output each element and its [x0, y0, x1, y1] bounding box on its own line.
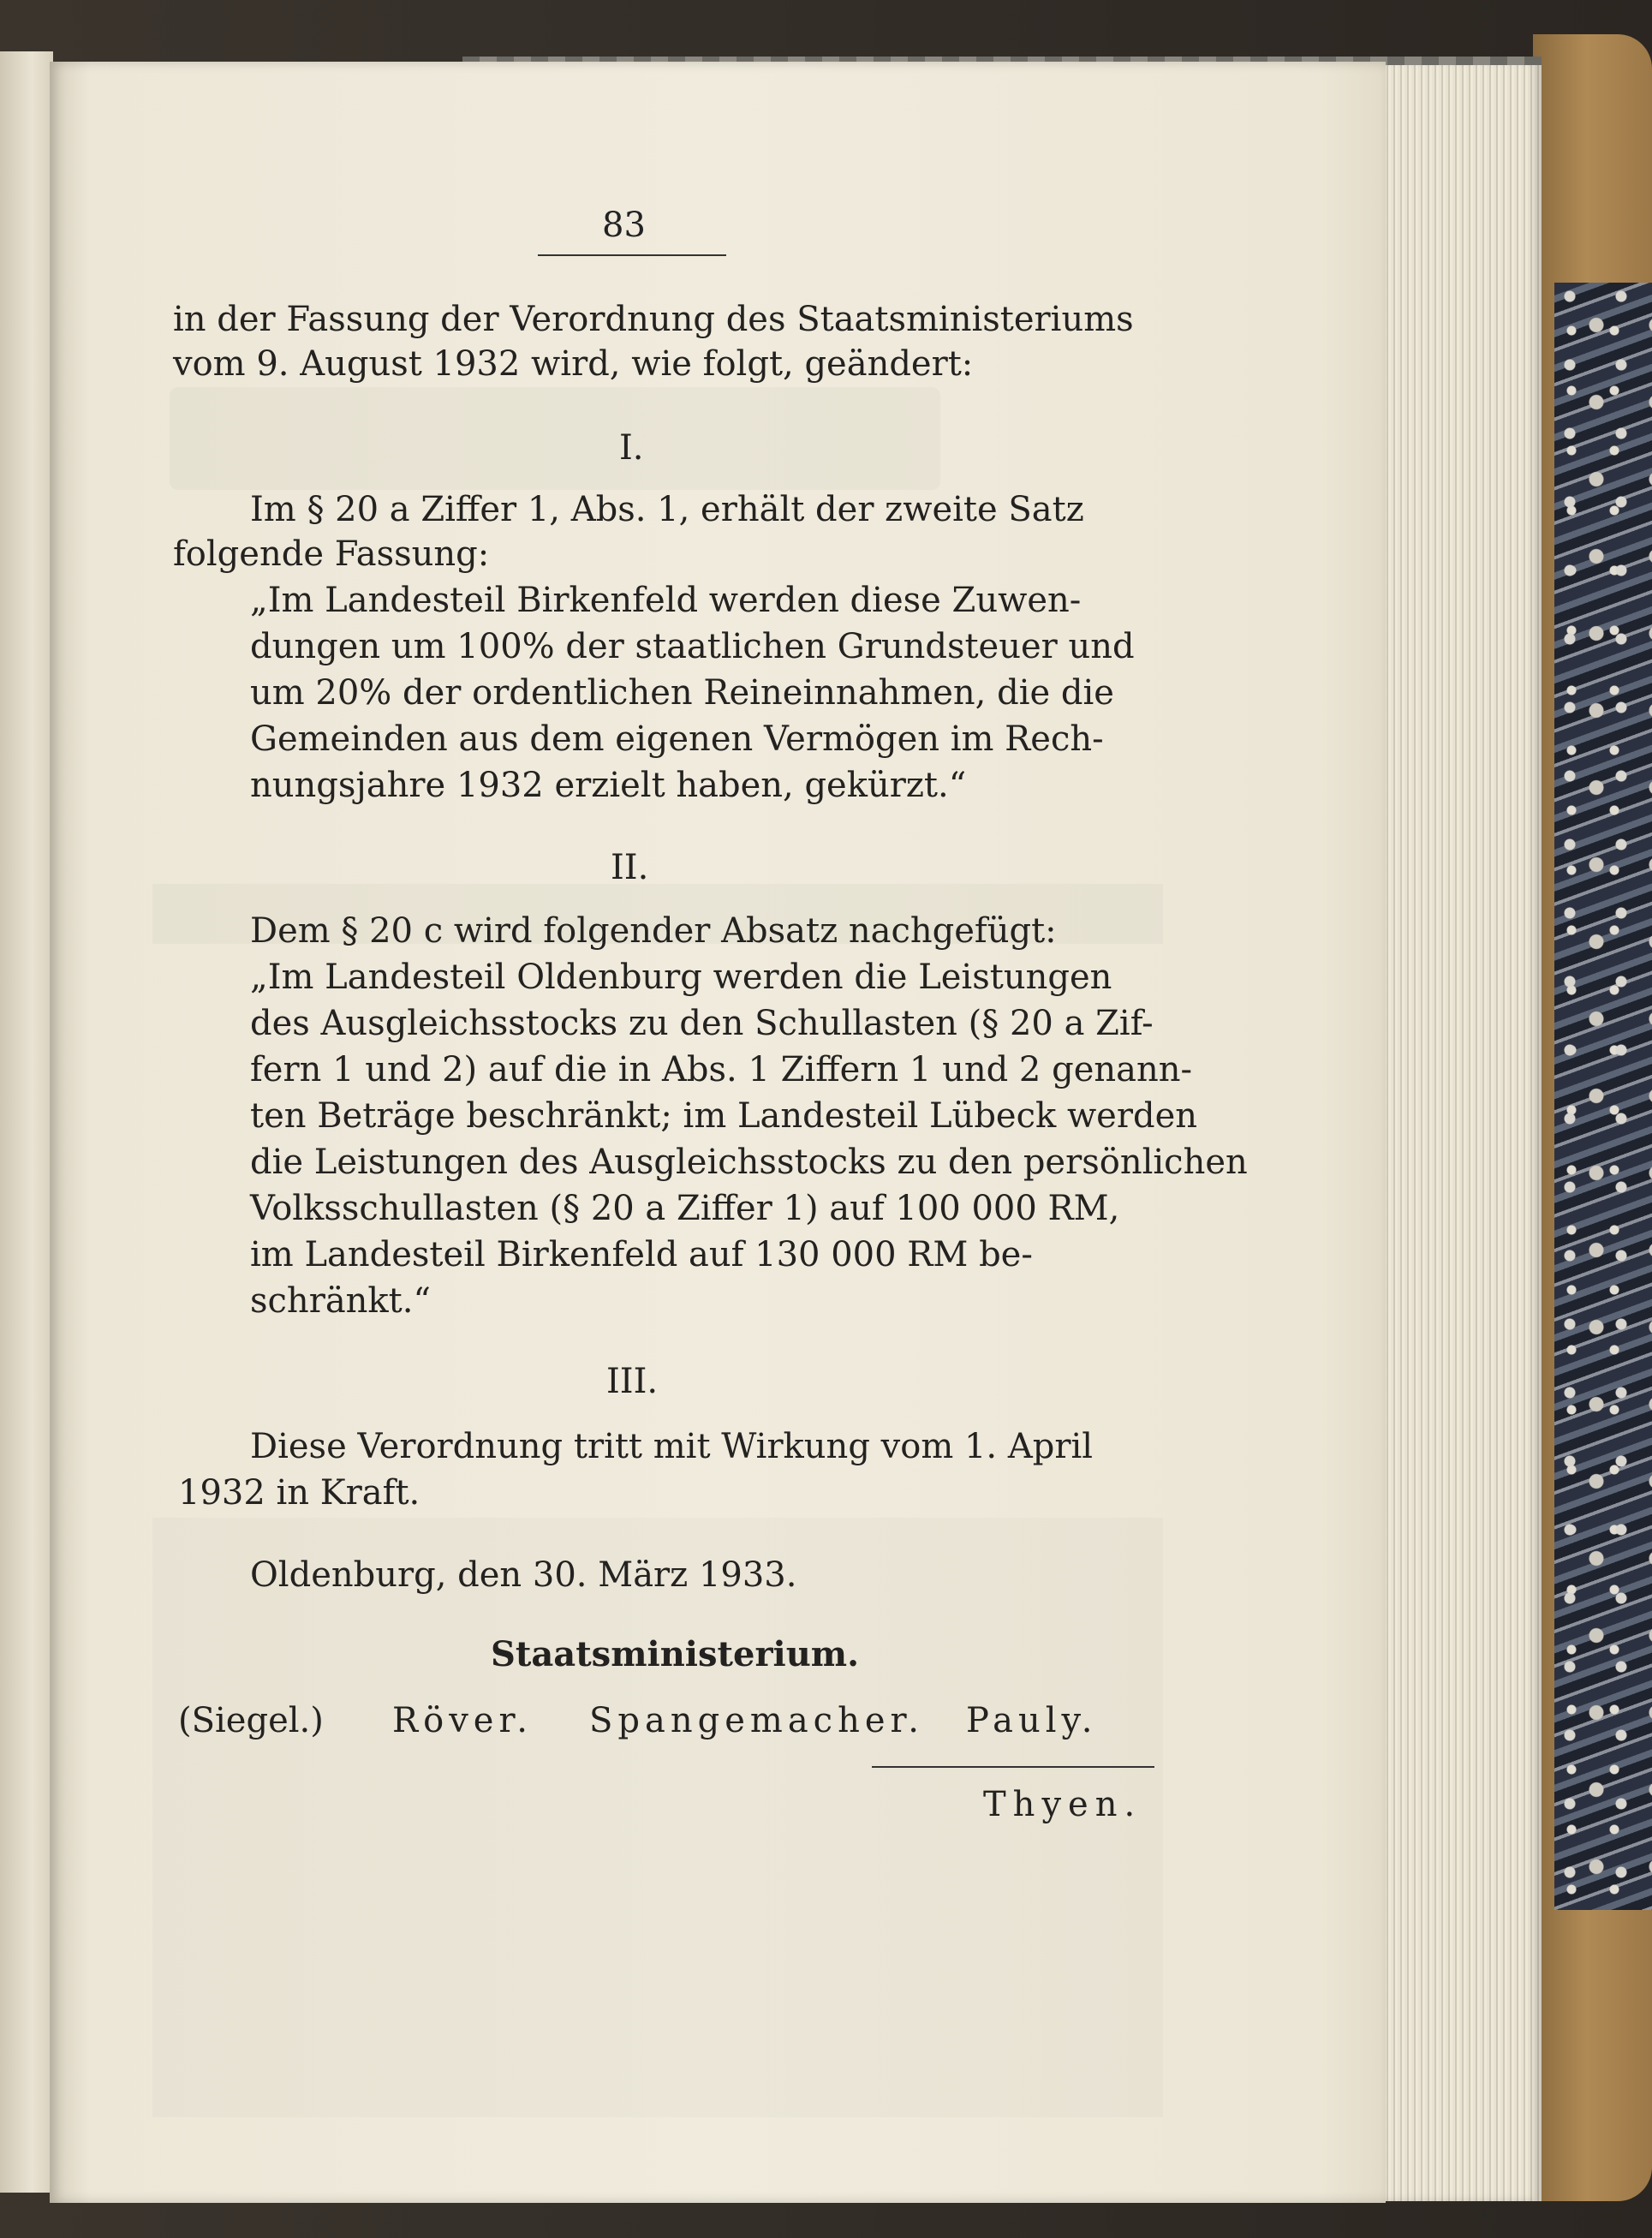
- signature-rule: [872, 1766, 1154, 1768]
- signatory-1: Röver.: [392, 1701, 533, 1740]
- section2-line-1: Dem § 20 c wird folgender Absatz nachgefügt:: [250, 911, 1057, 951]
- section2-line-4: fern 1 und 2) auf die in Abs. 1 Ziffern 1 und 2 genann-: [250, 1050, 1193, 1089]
- signatory-2: Spangemacher.: [589, 1701, 924, 1740]
- section1-line-4: dungen um 100% der staatlichen Grundsteuer und: [250, 627, 1135, 666]
- intro-line-2: vom 9. August 1932 wird, wie folgt, geändert:: [173, 344, 974, 384]
- section2-line-6: die Leistungen des Ausgleichsstocks zu den persönlichen: [250, 1143, 1248, 1182]
- intro-line-1: in der Fassung der Verordnung des Staatsministeriums: [173, 300, 1134, 339]
- authority-heading: Staatsministerium.: [491, 1634, 860, 1674]
- marbled-cover: [1554, 283, 1652, 1910]
- section2-line-5: ten Beträge beschränkt; im Landesteil Lübeck werden: [250, 1096, 1198, 1136]
- section-heading-3: III.: [606, 1362, 659, 1401]
- last-signatory: Thyen.: [983, 1785, 1142, 1824]
- section2-line-2: „Im Landesteil Oldenburg werden die Leistungen: [250, 958, 1112, 997]
- page-number: 83: [602, 206, 646, 245]
- section1-line-6: Gemeinden aus dem eigenen Vermögen im Rech-: [250, 719, 1104, 759]
- left-page-edge: [0, 51, 53, 2193]
- section-heading-2: II.: [611, 848, 649, 887]
- seal-label: (Siegel.): [178, 1701, 324, 1740]
- section3-line-2: 1932 in Kraft.: [178, 1473, 420, 1513]
- section-heading-1: I.: [619, 428, 644, 468]
- section2-line-8: im Landesteil Birkenfeld auf 130 000 RM be-: [250, 1235, 1033, 1274]
- page-stack-edges: [1370, 60, 1542, 2201]
- section1-line-5: um 20% der ordentlichen Reineinnahmen, die die: [250, 673, 1114, 713]
- signatory-3: Pauly.: [966, 1701, 1098, 1740]
- place-date: Oldenburg, den 30. März 1933.: [250, 1555, 797, 1595]
- page-number-rule: [538, 254, 726, 256]
- show-through-shadow: [170, 387, 940, 490]
- section2-line-3: des Ausgleichsstocks zu den Schullasten (§ 20 a Zif-: [250, 1004, 1154, 1043]
- section3-line-1: Diese Verordnung tritt mit Wirkung vom 1. April: [250, 1427, 1094, 1466]
- section1-line-1: Im § 20 a Ziffer 1, Abs. 1, erhält der zweite Satz: [250, 490, 1084, 529]
- section1-line-2: folgende Fassung:: [173, 534, 490, 574]
- section1-line-3: „Im Landesteil Birkenfeld werden diese Zuwen-: [250, 581, 1082, 620]
- section1-line-7: nungsjahre 1932 erzielt haben, gekürzt.“: [250, 766, 967, 805]
- section2-line-7: Volksschullasten (§ 20 a Ziffer 1) auf 100 000 RM,: [250, 1189, 1120, 1228]
- section2-line-9: schränkt.“: [250, 1281, 431, 1321]
- book-page: [50, 62, 1386, 2203]
